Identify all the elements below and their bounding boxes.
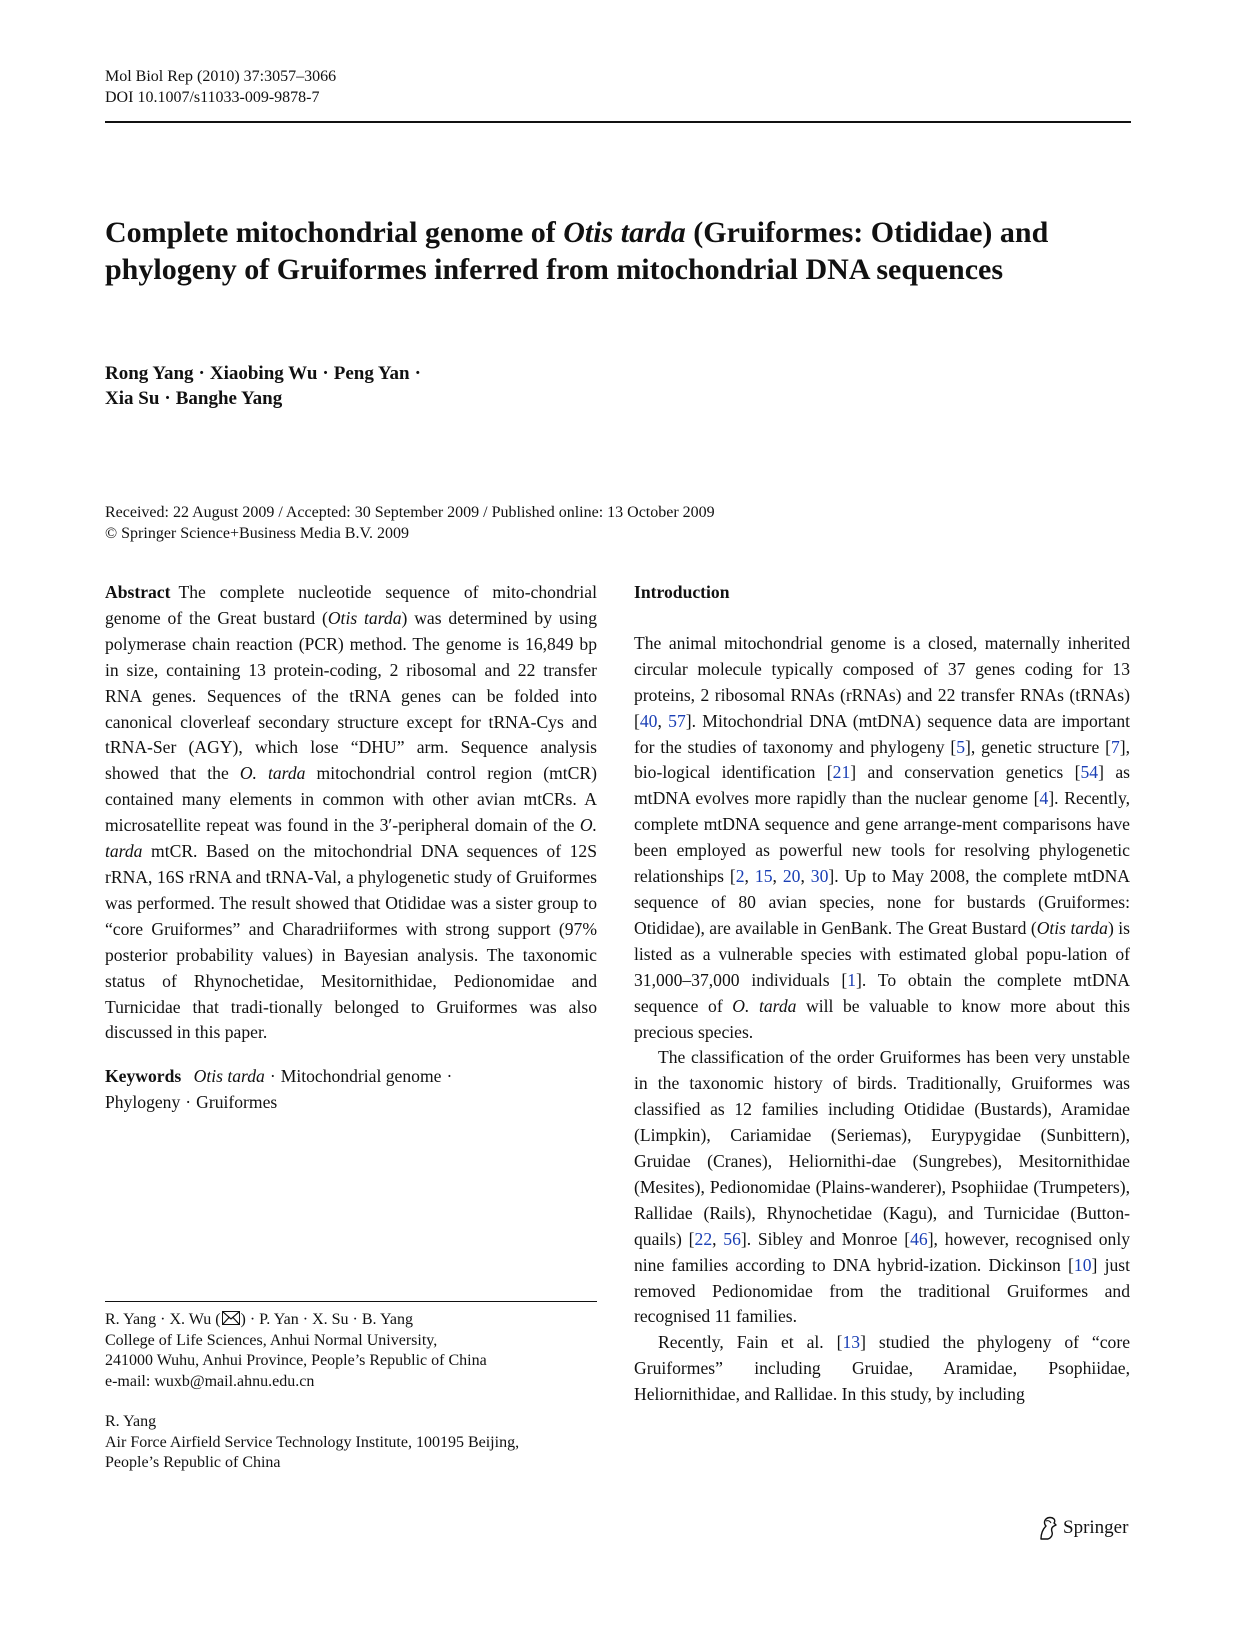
citation-link[interactable]: 46	[910, 1228, 928, 1249]
keywords-label: Keywords	[105, 1066, 182, 1087]
affiliation-names: R. Yang · X. Wu ( ) · P. Yan · X. Su · B. Yang	[105, 1311, 413, 1328]
publisher-footer	[1037, 1514, 1128, 1542]
intro-paragraph-2: The classification of the order Gruiformes has been very unstable in the taxonomic history of birds. Traditionally, Gruiformes was classified as 12 families including Otididae (Bustards), Aramidae (Limpkin), Cariamidae (Seriemas), Eurypygidae (Sunbittern), Gruidae (Cranes), Heliornithi-dae (Sungrebes), Mesitornithidae (Mesites), Pedionomidae (Plains-wanderer), Psophiidae (Trumpeters), Rallidae (Rails), Rhynochetidae (Kagu), and Turnicidae (Button-quails) [22, 56]. Sibley and Monroe [46], however, recognised only nine families according to DNA hybrid-ization. Dickinson [10] just removed Pedionomidae from the traditional Gruiformes and recognised 11 families.	[634, 1047, 1130, 1327]
author: Peng Yan	[333, 363, 410, 384]
introduction-heading: Introduction	[634, 582, 730, 602]
intro-paragraph-3: Recently, Fain et al. [13] studied the phylogeny of “core Gruiformes” including Gruidae, Aramidae, Psophiidae, Heliornithidae, and Rallidae. In this study, by including	[634, 1332, 1131, 1405]
keyword: Mitochondrial genome	[280, 1066, 442, 1087]
citation-link[interactable]: 2	[735, 866, 745, 887]
citation-link[interactable]: 10	[1073, 1254, 1092, 1275]
author: Xiaobing Wu	[209, 363, 318, 384]
keywords: Keywords Otis tarda · Mitochondrial genome · Phylogeny · Gruiformes	[105, 1066, 453, 1113]
journal-header	[105, 66, 705, 108]
doi: DOI 10.1007/s11033-009-9878-7	[105, 89, 320, 106]
citation: Mol Biol Rep (2010) 37:3057–3066	[105, 68, 337, 85]
keyword: Phylogeny	[105, 1092, 181, 1113]
copyright-line: © Springer Science+Business Media B.V. 2009	[105, 525, 409, 542]
citation-link[interactable]: 1	[847, 969, 857, 990]
publisher-name: Springer	[1063, 1517, 1129, 1538]
citation-link[interactable]: 21	[832, 762, 851, 783]
keyword: Gruiformes	[196, 1092, 278, 1113]
citation-link[interactable]: 13	[842, 1332, 861, 1353]
abstract-label: Abstract	[105, 582, 171, 602]
citation-link[interactable]: 7	[1110, 736, 1120, 757]
author: Xia Su	[105, 388, 160, 409]
citation-link[interactable]: 22	[694, 1228, 713, 1249]
article-title: Complete mitochondrial genome of Otis tarda (Gruiformes: Otididae) and phylogeny of Gruiformes inferred from mitochondrial DNA sequences	[105, 216, 1049, 286]
citation-link[interactable]: 5	[956, 736, 965, 757]
citation-link[interactable]: 54	[1080, 762, 1099, 783]
footnote-rule	[105, 1301, 597, 1302]
citation-link[interactable]: 30	[810, 866, 829, 887]
abstract: Abstract The complete nucleotide sequence of mito-chondrial genome of the Great bustard (Otis tarda) was determined by using polymerase chain reaction (PCR) method. The genome is 16,849 bp in size, containing 13 protein-coding, 2 ribosomal and 22 transfer RNA genes. Sequences of the tRNA genes can be folded into canonical cloverleaf secondary structure except for tRNA-Cys and tRNA-Ser (AGY), which lose “DHU” arm. Sequence analysis showed that the O. tarda mitochondrial control region (mtCR) contained many elements in common with other avian mtCRs. A microsatellite repeat was found in the 3′-peripheral domain of the O. tarda mtCR. Based on the mitochondrial DNA sequences of 12S rRNA, 16S rRNA and tRNA-Val, a phylogenetic study of Gruiformes was performed. The result showed that Otididae was a sister group to “core Gruiformes” and Charadriiformes with strong support (97% posterior probability values) in Bayesian analysis. The taxonomic status of Rhynochetidae, Mesitornithidae, Pedionomidae and Turnicidae that tradi-tionally belonged to Gruiformes was also discussed in this paper.	[105, 582, 597, 1043]
envelope-icon	[222, 1311, 240, 1325]
citation-link[interactable]: 56	[723, 1228, 741, 1249]
springer-horse-logo	[1037, 1515, 1059, 1541]
citation-link[interactable]: 40	[639, 710, 658, 731]
affiliation-secondary: R. Yang Air Force Airfield Service Technology Institute, 100195 Beijing, People’s Republic of China	[105, 1413, 520, 1471]
citation-link[interactable]: 4	[1039, 788, 1049, 809]
affiliation-primary: R. Yang · X. Wu ( ) · P. Yan · X. Su · B. Yang College of Life Sciences, Anhui Normal University, 241000 Wuhu, Anhui Province, People’s Republic of China e-mail: wuxb@mail.ahnu.edu.cn	[105, 1310, 597, 1392]
right-column	[634, 580, 1130, 1408]
citation-link[interactable]: 20	[782, 866, 801, 887]
citation-link[interactable]: 57	[668, 710, 686, 731]
publication-dates	[105, 502, 1105, 544]
header-rule	[105, 121, 1131, 123]
author: Rong Yang	[105, 363, 194, 384]
intro-paragraph-1: The animal mitochondrial genome is a closed, maternally inherited circular molecule typically composed of 37 genes coding for 13 proteins, 2 ribosomal RNAs (rRNAs) and 22 transfer RNAs (tRNAs) [40, 57]. Mitochondrial DNA (mtDNA) sequence data are important for the studies of taxonomy and phylogeny [5], genetic structure [7], bio-logical identification [21] and conservation genetics [54] as mtDNA evolves more rapidly than the nuclear genome [4]. Recently, complete mtDNA sequence and gene arrange-ment comparisons have been employed as powerful new tools for resolving phylogenetic relationships [2, 15, 20, 30]. Up to May 2008, the complete mtDNA sequence of 80 avian species, none for bustards (Gruiformes: Otididae), are available in GenBank. The Great Bustard (Otis tarda) is listed as a vulnerable species with estimated global popu-lation of 31,000–37,000 individuals [1]. To obtain the complete mtDNA sequence of O. tarda will be valuable to know more about this precious species.	[634, 632, 1131, 1042]
keyword: Otis tarda	[193, 1066, 265, 1087]
left-column	[105, 580, 597, 1116]
author-email[interactable]: e-mail: wuxb@mail.ahnu.edu.cn	[105, 1372, 315, 1390]
citation-link[interactable]: 15	[754, 866, 773, 887]
author: Banghe Yang	[175, 388, 283, 409]
author-list: Rong Yang · Xiaobing Wu · Peng Yan · Xia Su · Banghe Yang	[105, 363, 421, 409]
history-line: Received: 22 August 2009 / Accepted: 30 September 2009 / Published online: 13 October 2009	[105, 504, 715, 521]
